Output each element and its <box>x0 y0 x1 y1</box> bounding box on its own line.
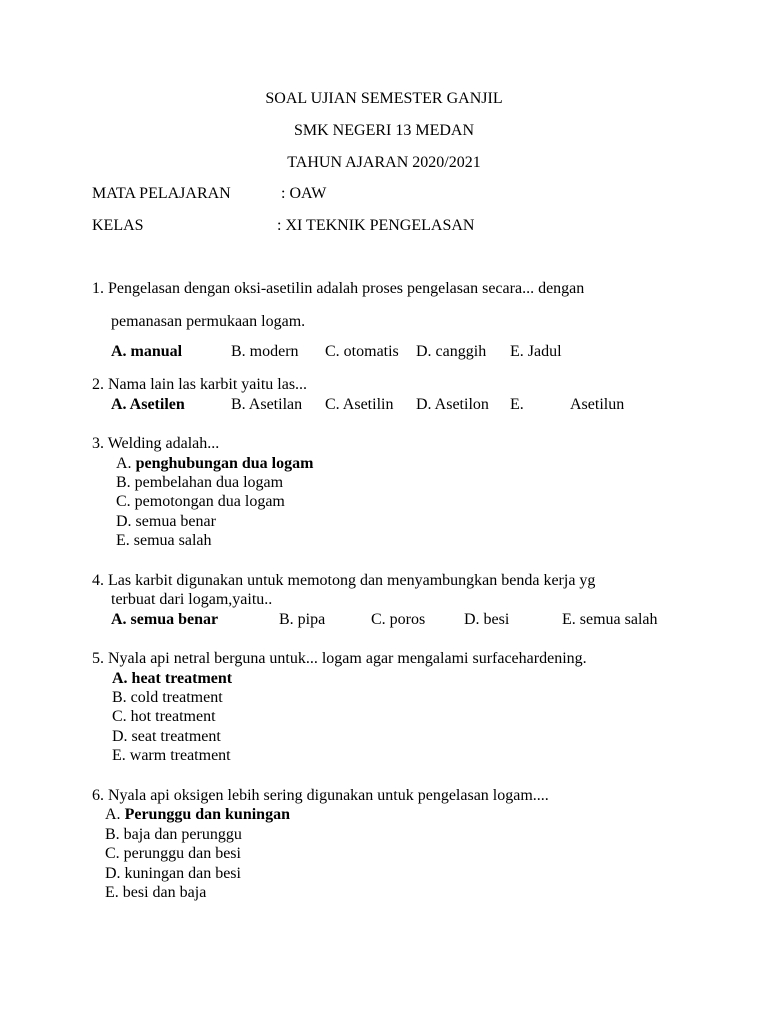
q4-option-d: D. besi <box>464 611 510 628</box>
q6-option-a: A. Perunggu dan kuningan <box>105 806 290 823</box>
q1-option-b: B. modern <box>231 343 299 360</box>
q1-option-c: C. otomatis <box>325 343 399 360</box>
q5-option-e: E. warm treatment <box>112 747 231 764</box>
q5-option-d: D. seat treatment <box>112 728 221 745</box>
q1-option-d: D. canggih <box>416 343 487 360</box>
q2-option-d: D. Asetilon <box>416 396 489 413</box>
q2-option-e: Asetilun <box>570 396 625 413</box>
q2-option-e-letter: E. <box>510 396 524 413</box>
subject-value: : OAW <box>281 185 327 202</box>
q5-option-b: B. cold treatment <box>112 689 223 706</box>
exam-title: SOAL UJIAN SEMESTER GANJIL <box>265 90 503 107</box>
q3-option-c: C. pemotongan dua logam <box>116 493 285 510</box>
q2-option-c: C. Asetilin <box>325 396 394 413</box>
q3-option-a-text: penghubungan dua logam <box>135 455 314 472</box>
q2-option-a: A. Asetilen <box>111 396 185 413</box>
q5-option-c: C. hot treatment <box>112 708 216 725</box>
q2-option-b: B. Asetilan <box>231 396 303 413</box>
question-1-text: 1. Pengelasan dengan oksi-asetilin adalah proses pengelasan secara... dengan <box>92 280 585 297</box>
school-name: SMK NEGERI 13 MEDAN <box>294 122 474 139</box>
q3-option-a: A. penghubungan dua logam <box>116 455 314 472</box>
question-2-text: 2. Nama lain las karbit yaitu las... <box>92 376 308 393</box>
q6-option-a-text: Perunggu dan kuningan <box>124 806 290 823</box>
subject-label: MATA PELAJARAN <box>92 185 231 202</box>
q3-option-b: B. pembelahan dua logam <box>116 474 284 491</box>
q3-option-d: D. semua benar <box>116 513 216 530</box>
class-value: : XI TEKNIK PENGELASAN <box>277 217 475 234</box>
question-1-text-cont: pemanasan permukaan logam. <box>111 313 306 330</box>
academic-year: TAHUN AJARAN 2020/2021 <box>287 154 481 171</box>
q6-option-b: B. baja dan perunggu <box>105 826 242 843</box>
question-5-text: 5. Nyala api netral berguna untuk... logam agar mengalami surfacehardening. <box>92 650 587 667</box>
q1-option-a: A. manual <box>111 343 183 360</box>
question-6-text: 6. Nyala api oksigen lebih sering digunakan untuk pengelasan logam.... <box>92 787 549 804</box>
q6-option-d: D. kuningan dan besi <box>105 865 241 882</box>
question-3-text: 3. Welding adalah... <box>92 435 220 452</box>
q4-option-c: C. poros <box>371 611 426 628</box>
q4-option-b: B. pipa <box>279 611 326 628</box>
q4-option-e: E. semua salah <box>562 611 658 628</box>
q4-option-a: A. semua benar <box>111 611 219 628</box>
q3-option-e: E. semua salah <box>116 532 212 549</box>
question-4-text: 4. Las karbit digunakan untuk memotong dan menyambungkan benda kerja yg <box>92 572 596 589</box>
class-label: KELAS <box>92 217 144 234</box>
q6-option-e: E. besi dan baja <box>105 884 207 901</box>
q1-option-e: E. Jadul <box>510 343 562 360</box>
q6-option-c: C. perunggu dan besi <box>105 845 241 862</box>
q5-option-a: A. heat treatment <box>112 670 233 687</box>
question-4-text-cont: terbuat dari logam,yaitu.. <box>111 591 273 608</box>
